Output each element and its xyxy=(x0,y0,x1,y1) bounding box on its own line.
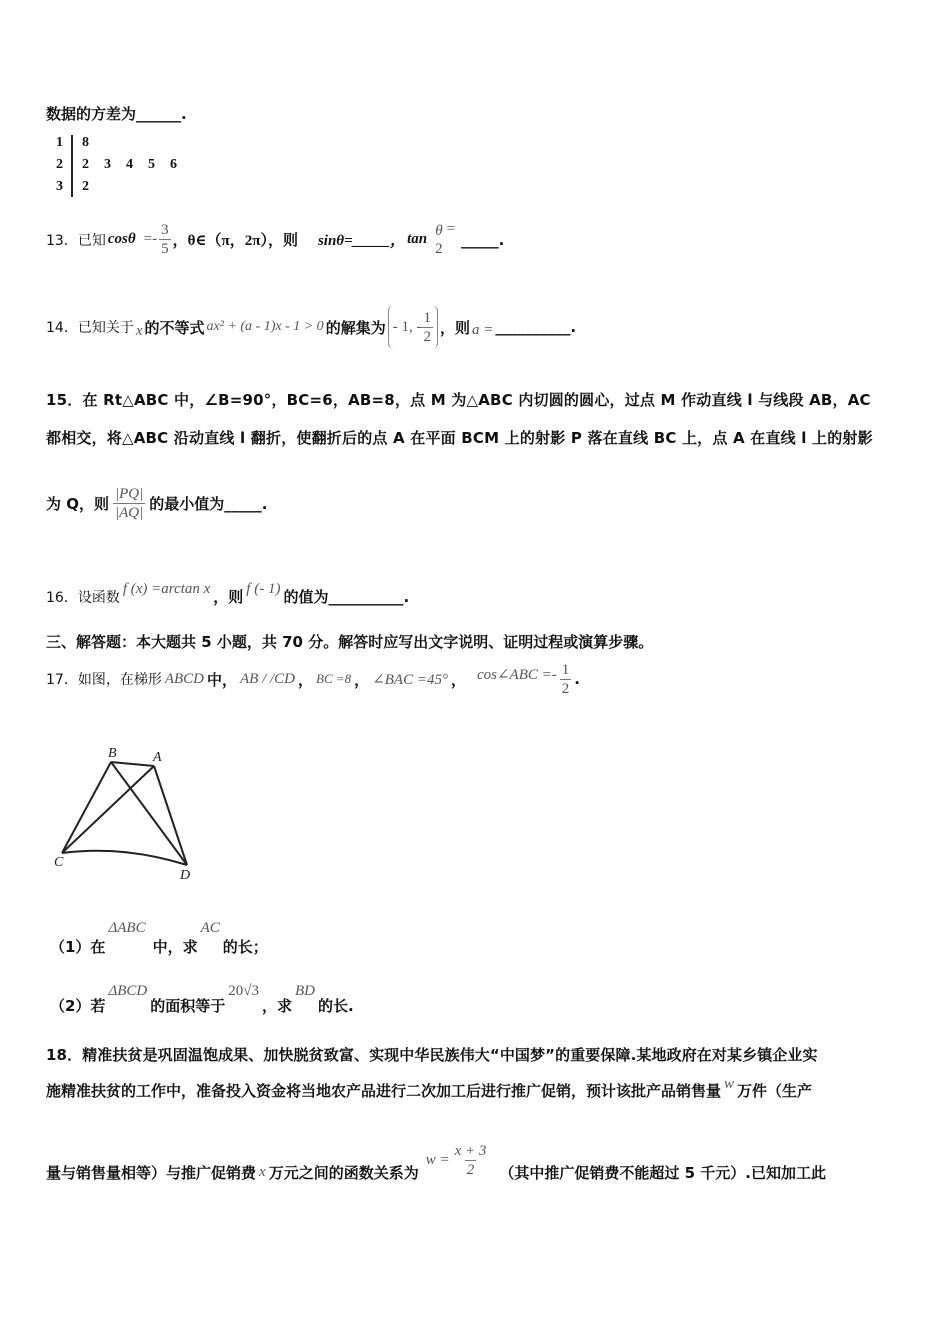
q13-sin-blank: sinθ=_____， xyxy=(317,233,406,249)
q17-comma-3: ， xyxy=(450,670,466,689)
q18-frac-den: 2 xyxy=(466,1162,475,1178)
leaves-3: 2 xyxy=(82,179,89,194)
q17-comma-1: ， xyxy=(298,670,314,689)
edge-ba xyxy=(111,762,154,766)
q17-bc: BC =8 xyxy=(316,671,352,686)
q18-w-eq: w = xyxy=(425,1152,450,1168)
q17-cos-fraction xyxy=(560,661,572,698)
q18-line-3-mid: 万元之间的函数关系为 xyxy=(268,1164,419,1182)
q14-solution-label: 的解集为 xyxy=(325,318,386,337)
question-17 xyxy=(46,657,580,701)
q13-half-fraction xyxy=(433,222,445,258)
vertex-label-d: D xyxy=(180,868,191,883)
q18-frac-num: x + 3 xyxy=(454,1143,487,1159)
q13-range: ，θ∈（π，2π），则 xyxy=(172,233,298,249)
q18-line-3-start: 量与销售量相等）与推广促销费 xyxy=(46,1164,257,1182)
q14-mid: 的不等式 xyxy=(144,318,205,337)
q17-1-mid: 中，求 xyxy=(152,938,198,956)
q17-mid: 中， xyxy=(207,670,238,689)
section-3-heading: 三、解答题：本大题共 5 小题，共 70 分。解答时应写出文字说明、证明过程或演算步骤。 xyxy=(46,633,654,651)
diagonal-bd xyxy=(111,762,187,865)
q15-frac-den: |AQ| xyxy=(114,505,144,521)
q14-interval-num: 1 xyxy=(423,309,431,326)
q18-x: x xyxy=(259,1164,266,1180)
stem-1: 1 xyxy=(56,135,63,150)
q15-frac-num: |PQ| xyxy=(114,486,144,502)
q18-fraction xyxy=(453,1142,489,1179)
edge-bc xyxy=(62,762,111,853)
q17-1-pre: （1）在 xyxy=(50,938,106,956)
q14-interval-left: - 1, - xyxy=(392,318,422,335)
q17-2-mid2: ，求 xyxy=(262,997,293,1015)
q17-2-tail: 的长. xyxy=(318,997,354,1015)
q17-angle: ∠BAC =45° xyxy=(372,671,448,688)
q17-cos-num: 1 xyxy=(561,661,570,678)
q16-f-neg1: f (- 1) xyxy=(246,581,281,597)
q13-eq: =- xyxy=(143,231,158,247)
q14-blank: __________. xyxy=(495,318,577,336)
q16-number: 16．设函数 xyxy=(46,589,120,606)
q17-comma-2: ， xyxy=(354,670,370,689)
q17-part-2 xyxy=(50,983,354,1016)
q15-fraction xyxy=(113,485,145,522)
q13-fraction xyxy=(159,221,171,258)
q15-line-3-end: 的最小值为_____. xyxy=(149,495,268,513)
q14-inequality: ax² + (a - 1)x - 1 > 0 xyxy=(206,319,324,334)
leaves-2: 2 3 4 5 6 xyxy=(82,157,177,172)
q13-equals: = xyxy=(446,221,456,237)
question-13 xyxy=(46,221,504,258)
q17-1-triangle: ΔABC xyxy=(108,920,146,936)
q18-line-2 xyxy=(46,1076,812,1101)
q17-2-value: 20√3 xyxy=(228,983,259,999)
q18-line-2-end: 万件（生产 xyxy=(737,1082,813,1100)
q17-1-ac: AC xyxy=(200,920,220,936)
q13-frac-num: 3 xyxy=(161,222,169,238)
q13-cos: cosθ xyxy=(107,231,136,247)
q15-line-3 xyxy=(46,485,267,522)
q13-tan-blank: _____. xyxy=(461,230,505,249)
q16-then: ，则 xyxy=(213,588,244,606)
question-16 xyxy=(46,572,409,607)
stem-2: 2 xyxy=(56,157,63,172)
q14-interval-den: 2 xyxy=(423,328,431,345)
q18-line-3 xyxy=(46,1138,826,1183)
q17-number: 17．如图，在梯形 xyxy=(46,672,162,688)
vertex-label-b: B xyxy=(108,746,117,761)
q16-function: f (x) =arctan x xyxy=(122,581,211,597)
q16-tail: 的值为__________. xyxy=(283,588,410,606)
q13-half-num: θ xyxy=(435,222,443,239)
edge-ad xyxy=(154,766,187,865)
q13-frac-den: 5 xyxy=(161,241,169,257)
q14-interval xyxy=(388,305,438,349)
q17-2-bd: BD xyxy=(295,983,316,999)
q17-end: . xyxy=(574,670,580,688)
trapezoid-figure xyxy=(48,740,208,885)
q13-number: 13．已知 xyxy=(46,232,106,249)
q17-2-pre: （2）若 xyxy=(50,997,106,1015)
q18-line-2-start: 施精准扶贫的工作中，准备投入资金将当地农产品进行二次加工后进行推广促销，预计该批产品销售量 xyxy=(46,1082,722,1100)
q18-line-1: 18．精准扶贫是巩固温饱成果、加快脱贫致富、实现中华民族伟大“中国梦”的重要保障.某地政府在对某乡镇企业实 xyxy=(46,1046,818,1064)
vertex-label-a: A xyxy=(153,750,162,765)
intro-line: 数据的方差为______. xyxy=(46,105,187,123)
q18-w: w xyxy=(724,1076,735,1092)
edge-cd xyxy=(62,851,187,865)
stem-leaf-plot xyxy=(50,133,190,197)
q15-line-2: 都相交，将△ABC 沿动直线 l 翻折，使翻折后的点 A 在平面 BCM 上的射影 P 落在直线 BC 上，点 A 在直线 l 上的射影 xyxy=(46,429,873,447)
q17-part-1 xyxy=(50,920,268,957)
q17-cos-den: 2 xyxy=(561,680,570,697)
diagonal-ac xyxy=(62,766,154,853)
q14-x: x xyxy=(135,322,143,339)
q18-line-3-end: （其中推广促销费不能超过 5 千元）.已知加工此 xyxy=(499,1164,826,1182)
leaves-1: 8 xyxy=(82,135,89,150)
q13-tan: tan xyxy=(407,231,428,247)
q17-1-tail: 的长； xyxy=(222,938,268,956)
q15-line-1: 15．在 Rt△ABC 中，∠B=90°，BC=6，AB=8，点 M 为△ABC 内切圆的圆心，过点 M 作动直线 l 与线段 AB，AC xyxy=(46,391,871,409)
q15-line-3-start: 为 Q，则 xyxy=(46,495,109,513)
q14-then: ，则 xyxy=(439,318,470,337)
q17-2-mid: 的面积等于 xyxy=(150,997,226,1015)
q14-number: 14．已知关于 xyxy=(46,320,134,336)
vertex-label-c: C xyxy=(54,855,64,870)
q17-cos: cos∠ABC =- xyxy=(476,666,557,683)
q14-a: a = xyxy=(471,321,494,338)
q17-2-triangle: ΔBCD xyxy=(108,983,148,999)
q13-half-den: 2 xyxy=(435,240,443,257)
q17-parallel: AB / /CD xyxy=(240,670,296,687)
q17-abcd: ABCD xyxy=(164,670,204,687)
stem-3: 3 xyxy=(56,179,63,194)
question-14 xyxy=(46,305,576,349)
stem-divider xyxy=(71,135,73,197)
q14-interval-fraction xyxy=(421,309,433,346)
